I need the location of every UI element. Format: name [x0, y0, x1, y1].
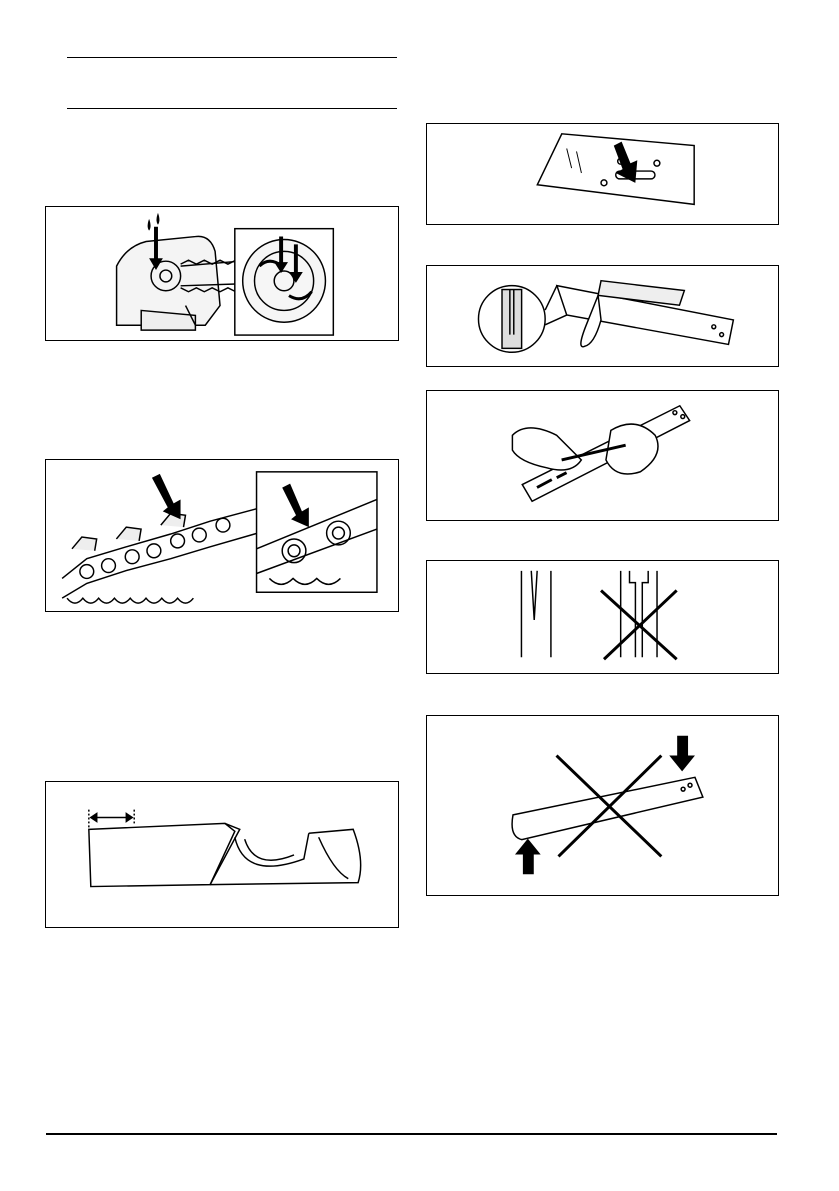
hand-icon: [512, 428, 581, 470]
figure-bar-not-turn: [426, 715, 779, 896]
bar-oil-hole-illustration: [427, 124, 778, 224]
chain-link-illustration: [46, 460, 398, 611]
figure-oil-clutch-drum: [45, 206, 399, 341]
dimension-arrow-icon: [91, 814, 132, 822]
top-rule-1: [67, 57, 397, 58]
figure-cutter-tooth-profile: [45, 781, 399, 928]
footer-rule: [46, 1133, 777, 1135]
figure-rail-groove-correct-incorrect: [426, 560, 779, 674]
cutter-tooth-illustration: [46, 782, 398, 927]
hands-filing-illustration: [427, 391, 778, 520]
figure-file-bar-rail: [426, 265, 779, 367]
figure-hands-filing-bar: [426, 390, 779, 521]
cross-icon: [601, 590, 677, 659]
figure-chain-link-arrows: [45, 459, 399, 612]
file-bar-rail-illustration: [427, 266, 778, 366]
oil-clutch-drum-illustration: [46, 207, 398, 340]
rail-groove-illustration: [427, 561, 778, 673]
top-rule-2: [67, 108, 397, 109]
figure-bar-oil-hole: [426, 123, 779, 225]
bar-not-turn-illustration: [427, 716, 778, 895]
